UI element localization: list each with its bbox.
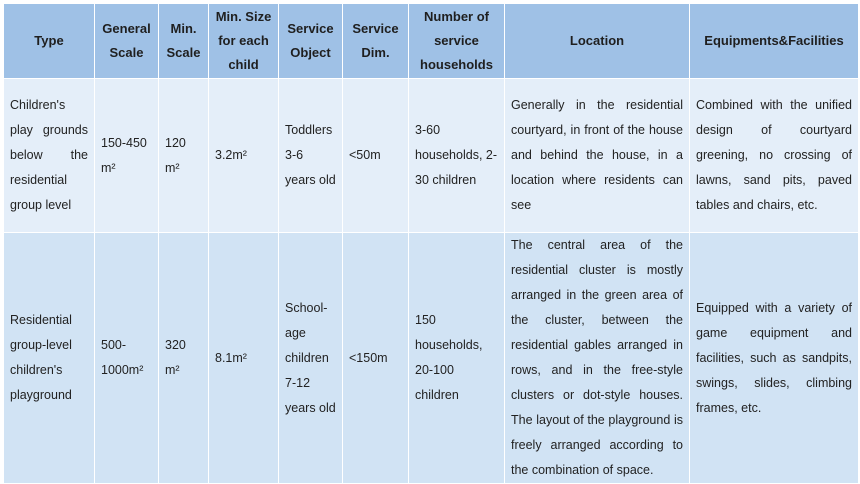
cell-min-scale: 320 m²	[159, 233, 209, 484]
header-general-scale: General Scale	[95, 4, 159, 79]
cell-type: Residential group-level children's playground	[4, 233, 95, 484]
cell-min-scale: 120 m²	[159, 79, 209, 233]
cell-households: 150 households, 20-100 children	[409, 233, 505, 484]
table-row	[4, 79, 859, 233]
cell-type: Children's play grounds below the residential group level	[4, 79, 95, 233]
header-households: Number of service households	[409, 4, 505, 79]
cell-general-scale: 150-450 m²	[95, 79, 159, 233]
header-service-object: Service Object	[279, 4, 343, 79]
cell-location: The central area of the residential cluster is mostly arranged in the green area of the cluster, between the residential gables arranged in rows, and in the free-style clusters or dot-style houses. The layout of the playground is freely arranged according to the combination of space.	[505, 233, 690, 484]
cell-location: Generally in the residential courtyard, in front of the house and behind the house, in a location where residents can see	[505, 79, 690, 233]
header-service-dim: Service Dim.	[343, 4, 409, 79]
playground-standards-table	[3, 3, 859, 484]
header-location: Location	[505, 4, 690, 79]
header-min-size: Min. Size for each child	[209, 4, 279, 79]
playground-standards-table-container	[3, 3, 858, 480]
header-row	[4, 4, 859, 79]
cell-service-object: School-age children 7-12 years old	[279, 233, 343, 484]
cell-facilities: Combined with the unified design of courtyard greening, no crossing of lawns, sand pits, paved tables and chairs, etc.	[690, 79, 859, 233]
cell-service-object: Toddlers 3-6 years old	[279, 79, 343, 233]
cell-facilities: Equipped with a variety of game equipment and facilities, such as sandpits, swings, slides, climbing frames, etc.	[690, 233, 859, 484]
cell-service-dim: <150m	[343, 233, 409, 484]
header-type: Type	[4, 4, 95, 79]
header-facilities: Equipments&Facilities	[690, 4, 859, 79]
cell-general-scale: 500-1000m²	[95, 233, 159, 484]
table-row	[4, 233, 859, 484]
cell-min-size: 3.2m²	[209, 79, 279, 233]
cell-service-dim: <50m	[343, 79, 409, 233]
cell-min-size: 8.1m²	[209, 233, 279, 484]
cell-households: 3-60 households, 2-30 children	[409, 79, 505, 233]
header-min-scale: Min. Scale	[159, 4, 209, 79]
